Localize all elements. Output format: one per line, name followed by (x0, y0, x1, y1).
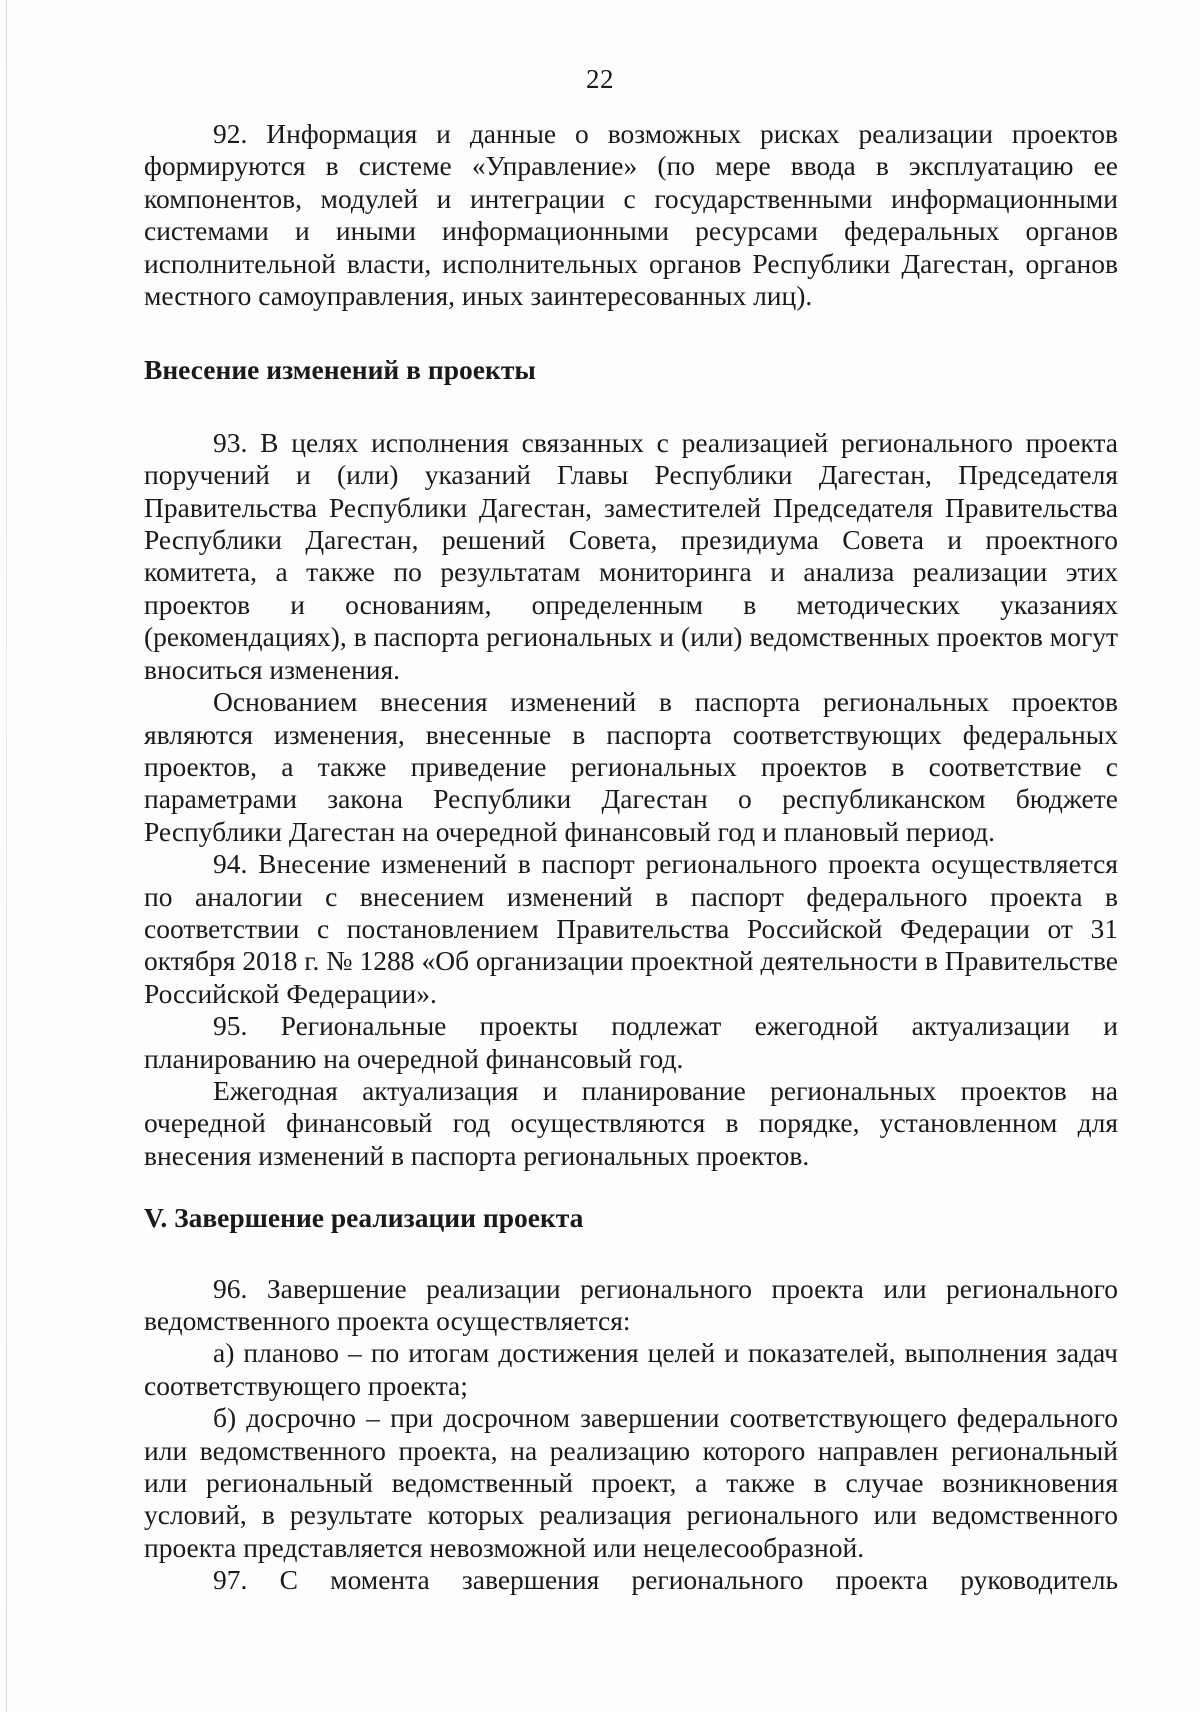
section-heading-completion: V. Завершение реализации проекта (144, 1202, 584, 1234)
paragraph-93: 93. В целях исполнения связанных с реализацией регионального проекта поручений и (или) указаний Главы Республики Дагестан, Председателя Правительства Республики Дагестан, заместителей Председателя Правительства Республики Дагестан, решений Совета, президиума Совета и проектного комитета, а также по результатам мониторинга и анализа реализации этих проектов и основаниям, определенным в методических указаниях (рекомендациях), в паспорта региональных и (или) ведомственных проектов могут вноситься изменения. (144, 426, 1118, 685)
paragraph-97: 97. С момента завершения регионального проекта руководитель (213, 1564, 1118, 1596)
document-body (144, 118, 1118, 1597)
section-heading-changes: Внесение изменений в проекты (144, 354, 536, 386)
paragraph-92: 92. Информация и данные о возможных рисках реализации проектов формируются в системе «Управление» (по мере ввода в эксплуатацию ее компонентов, модулей и интеграции с государственными информационными системами и иными информационными ресурсами федеральных органов исполнительной власти, исполнительных органов Республики Дагестан, органов местного самоуправления, иных заинтересованных лиц). (144, 118, 1118, 312)
paragraph-95: 95. Региональные проекты подлежат ежегодной актуализации и планированию на очередной финансовый год. (144, 1010, 1118, 1074)
paragraph-95-annual: Ежегодная актуализация и планирование региональных проектов на очередной финансовый год осуществляются в порядке, установленном для внесения изменений в паспорта региональных проектов. (144, 1074, 1118, 1171)
paragraph-96: 96. Завершение реализации регионального проекта или регионального ведомственного проекта осуществляется: (144, 1272, 1118, 1336)
scan-edge (6, 0, 7, 1712)
paragraph-96-a: а) планово – по итогам достижения целей и показателей, выполнения задач соответствующего проекта; (144, 1337, 1118, 1401)
page-number: 22 (586, 64, 614, 94)
paragraph-94: 94. Внесение изменений в паспорт регионального проекта осуществляется по аналогии с внесением изменений в паспорт федерального проекта в соответствии с постановлением Правительства Российской Федерации от 31 октября 2018 г. № 1288 «Об организации проектной деятельности в Правительстве Российской Федерации». (144, 848, 1118, 1009)
paragraph-93-basis: Основанием внесения изменений в паспорта региональных проектов являются изменения, внесенные в паспорта соответствующих федеральных проектов, а также приведение региональных проектов в соответствие с параметрами закона Республики Дагестан о республиканском бюджете Республики Дагестан на очередной финансовый год и плановый период. (144, 686, 1118, 847)
paragraph-96-b: б) досрочно – при досрочном завершении соответствующего федерального или ведомственного проекта, на реализацию которого направлен региональный или региональный ведомственный проект, а также в случае возникновения условий, в результате которых реализация регионального или ведомственного проекта представляется невозможной или нецелесообразной. (144, 1402, 1118, 1563)
